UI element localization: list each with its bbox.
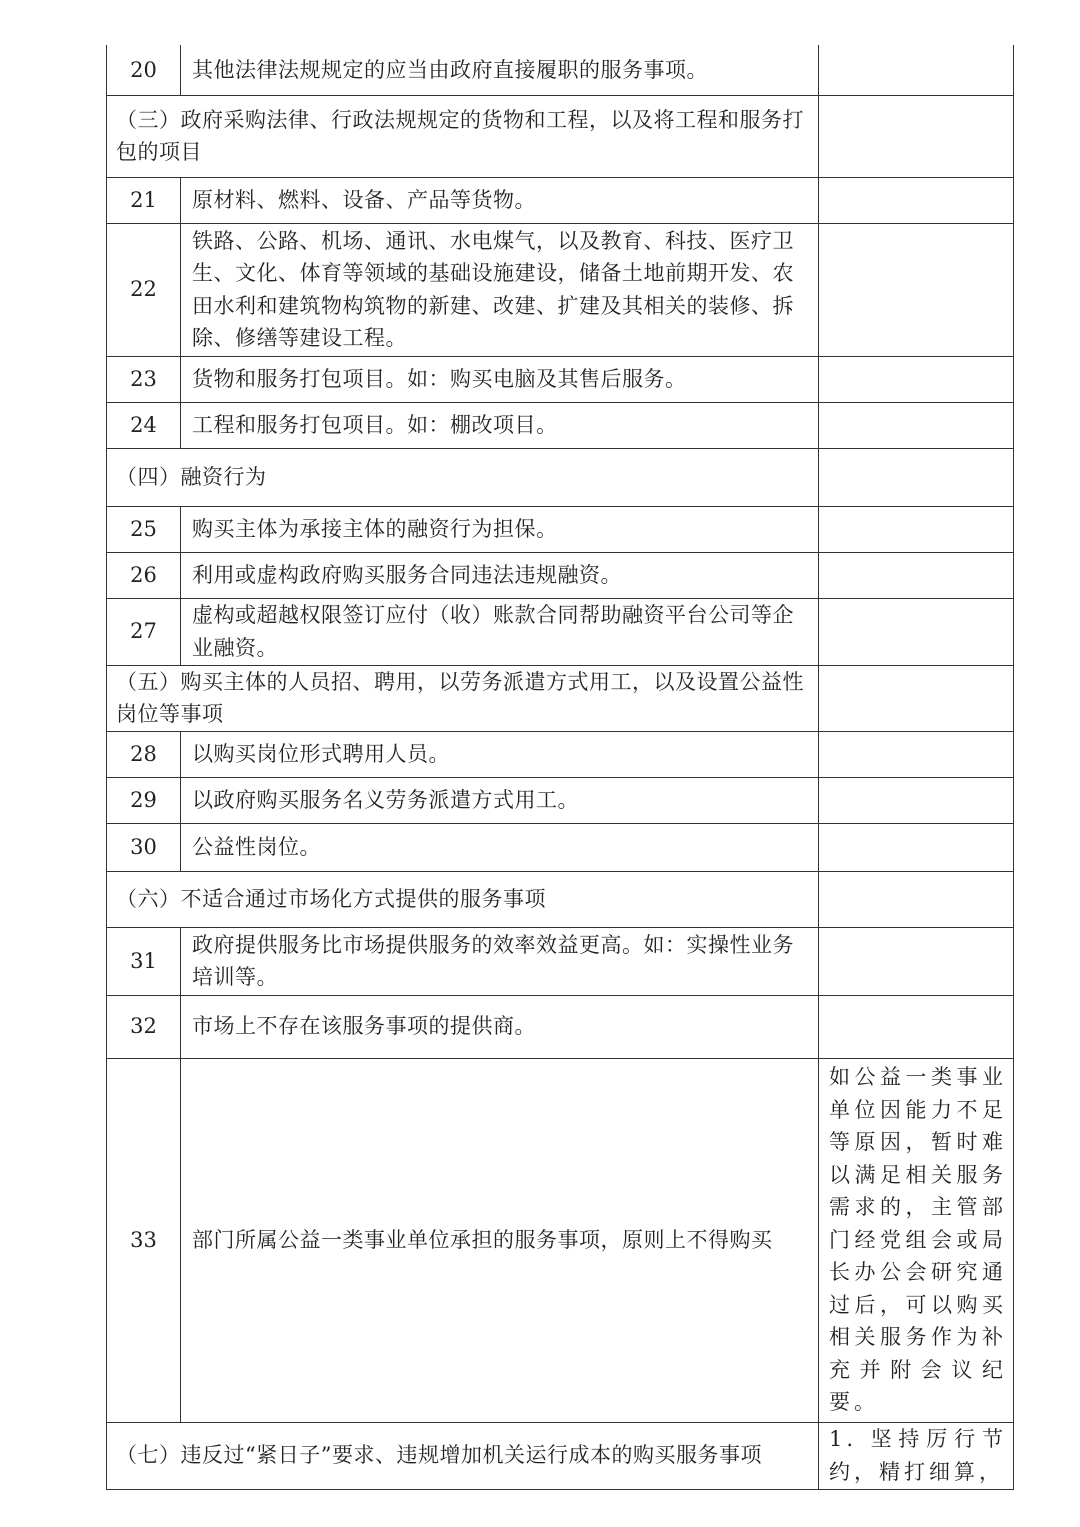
- item-text: 购买主体为承接主体的融资行为担保。: [181, 506, 819, 552]
- item-text: 铁路、公路、机场、通讯、水电煤气，以及教育、科技、医疗卫生、文化、体育等领域的基础设施建设，储备土地前期开发、农田水利和建筑物构筑物的新建、改建、扩建及其相关的装修、拆除、修缮等建设工程。: [181, 223, 819, 356]
- section-title: （四）融资行为: [107, 448, 819, 506]
- section-row: [107, 665, 1014, 731]
- table-row: [107, 356, 1014, 402]
- section-note: 1. 坚持厉行节约，精打细算，: [819, 1422, 1014, 1489]
- table-row: [107, 552, 1014, 598]
- item-note: [819, 927, 1014, 995]
- item-note: 如公益一类事业单位因能力不足等原因，暂时难以满足相关服务需求的，主管部门经党组会或局长办公会研究通过后，可以购买相关服务作为补充并附会议纪要。: [819, 1058, 1014, 1422]
- table-row: [107, 177, 1014, 223]
- item-text: 利用或虚构政府购买服务合同违法违规融资。: [181, 552, 819, 598]
- table-row: [107, 1058, 1014, 1422]
- item-number: 30: [107, 823, 181, 871]
- table-row: [107, 777, 1014, 823]
- item-number: 26: [107, 552, 181, 598]
- item-note: [819, 356, 1014, 402]
- item-text: 以购买岗位形式聘用人员。: [181, 731, 819, 777]
- table-row: [107, 45, 1014, 95]
- section-row: [107, 871, 1014, 927]
- item-number: 31: [107, 927, 181, 995]
- table-row: [107, 598, 1014, 665]
- item-note: [819, 731, 1014, 777]
- item-number: 28: [107, 731, 181, 777]
- section-row: [107, 448, 1014, 506]
- item-note: [819, 598, 1014, 665]
- item-number: 27: [107, 598, 181, 665]
- section-title: （三）政府采购法律、行政法规规定的货物和工程，以及将工程和服务打包的项目: [107, 95, 819, 177]
- item-number: 25: [107, 506, 181, 552]
- section-title: （五）购买主体的人员招、聘用，以劳务派遣方式用工，以及设置公益性岗位等事项: [107, 665, 819, 731]
- section-title: （七）违反过“紧日子”要求、违规增加机关运行成本的购买服务事项: [107, 1422, 819, 1489]
- table-row: [107, 223, 1014, 356]
- item-text: 其他法律法规规定的应当由政府直接履职的服务事项。: [181, 45, 819, 95]
- item-text: 市场上不存在该服务事项的提供商。: [181, 995, 819, 1058]
- item-note: [819, 177, 1014, 223]
- section-title: （六）不适合通过市场化方式提供的服务事项: [107, 871, 819, 927]
- section-note: [819, 665, 1014, 731]
- section-row: [107, 1422, 1014, 1489]
- item-note: [819, 995, 1014, 1058]
- item-text: 公益性岗位。: [181, 823, 819, 871]
- item-number: 20: [107, 45, 181, 95]
- section-note: [819, 871, 1014, 927]
- document-table: [106, 45, 1014, 1490]
- section-note: [819, 95, 1014, 177]
- item-text: 工程和服务打包项目。如：棚改项目。: [181, 402, 819, 448]
- table-row: [107, 823, 1014, 871]
- item-note: [819, 223, 1014, 356]
- item-note: [819, 552, 1014, 598]
- item-text: 原材料、燃料、设备、产品等货物。: [181, 177, 819, 223]
- item-number: 21: [107, 177, 181, 223]
- item-note: [819, 402, 1014, 448]
- table-row: [107, 995, 1014, 1058]
- item-note: [819, 823, 1014, 871]
- table-row: [107, 402, 1014, 448]
- section-note: [819, 448, 1014, 506]
- item-note: [819, 777, 1014, 823]
- item-text: 以政府购买服务名义劳务派遣方式用工。: [181, 777, 819, 823]
- item-note: [819, 45, 1014, 95]
- table-row: [107, 506, 1014, 552]
- item-number: 33: [107, 1058, 181, 1422]
- item-number: 24: [107, 402, 181, 448]
- item-number: 22: [107, 223, 181, 356]
- table-row: [107, 731, 1014, 777]
- table-row: [107, 927, 1014, 995]
- item-number: 32: [107, 995, 181, 1058]
- item-text: 政府提供服务比市场提供服务的效率效益更高。如：实操性业务培训等。: [181, 927, 819, 995]
- item-number: 23: [107, 356, 181, 402]
- item-text: 货物和服务打包项目。如：购买电脑及其售后服务。: [181, 356, 819, 402]
- item-number: 29: [107, 777, 181, 823]
- item-text: 部门所属公益一类事业单位承担的服务事项，原则上不得购买: [181, 1058, 819, 1422]
- item-text: 虚构或超越权限签订应付（收）账款合同帮助融资平台公司等企业融资。: [181, 598, 819, 665]
- section-row: [107, 95, 1014, 177]
- item-note: [819, 506, 1014, 552]
